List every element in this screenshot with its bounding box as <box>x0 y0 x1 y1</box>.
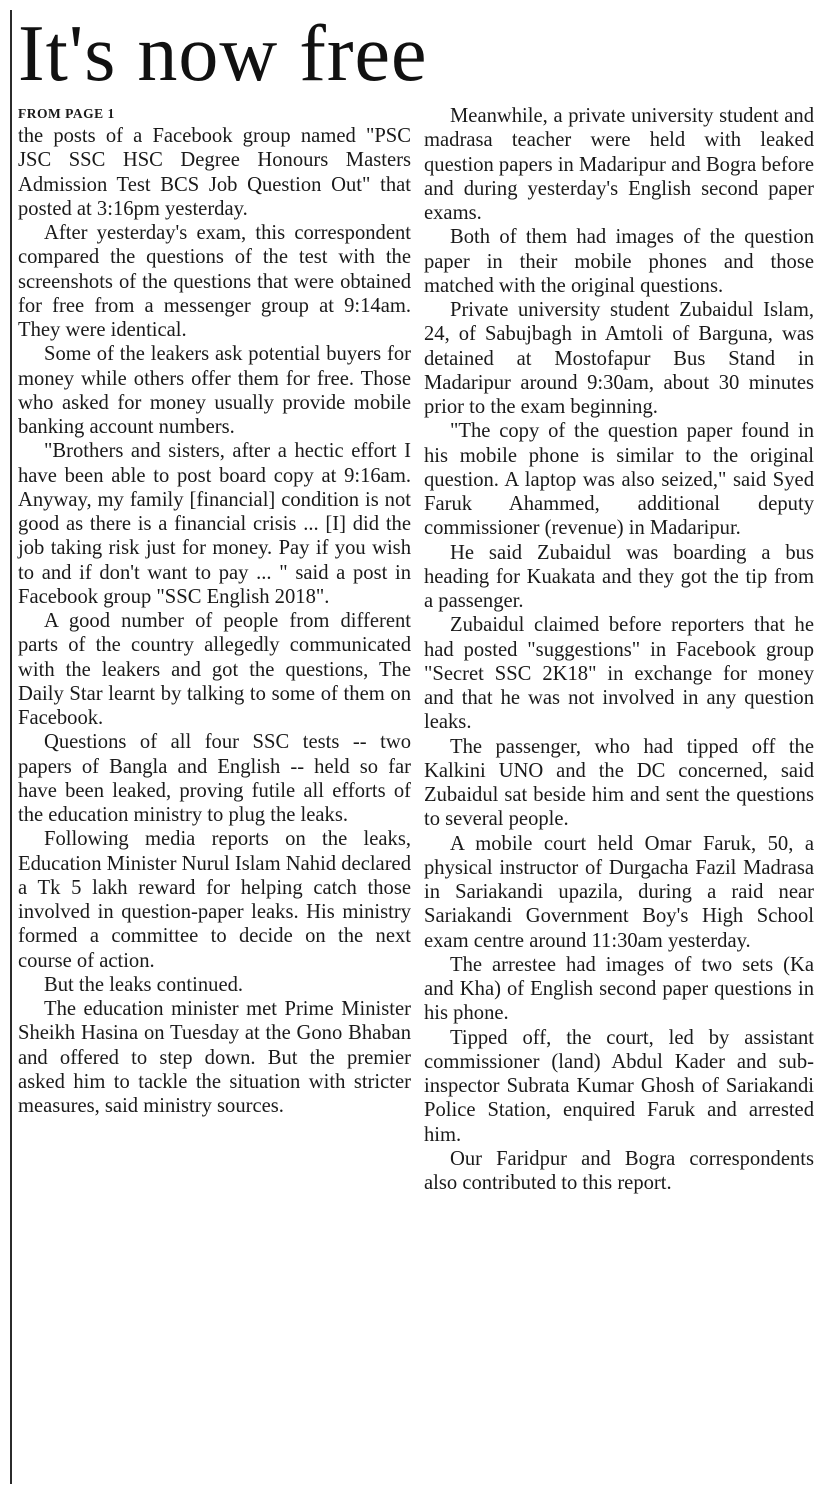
article-column-right <box>424 104 814 1195</box>
paragraph: Tipped off, the court, led by assistant commissioner (land) Abdul Kader and sub-inspector Subrata Kumar Ghosh of Sariakandi Police Station, enquired Faruk and arrested him. <box>424 1026 814 1146</box>
headline: It's now free <box>18 10 428 98</box>
paragraph: The arrestee had images of two sets (Ka and Kha) of English second paper questions in his phone. <box>424 953 814 1025</box>
paragraph: The passenger, who had tipped off the Kalkini UNO and the DC concerned, said Zubaidul sat beside him and sent the questions to several people. <box>424 735 814 831</box>
paragraph: Following media reports on the leaks, Education Minister Nurul Islam Nahid declared a Tk 5 lakh reward for helping catch those involved in question-paper leaks. His ministry formed a committee to decide on the next course of action. <box>18 828 411 972</box>
paragraph: Some of the leakers ask potential buyers for money while others offer them for free. Those who asked for money usually provide mobile banking account numbers. <box>18 343 411 438</box>
article-column-left <box>18 104 411 1118</box>
paragraph: Questions of all four SSC tests -- two papers of Bangla and English -- held so far have been leaked, proving futile all efforts of the education ministry to plug the leaks. <box>18 731 411 826</box>
paragraph: Private university student Zubaidul Islam, 24, of Sabujbagh in Amtoli of Barguna, was detained at Mostofapur Bus Stand in Madaripur around 9:30am, about 30 minutes prior to the exam beginning. <box>424 299 814 418</box>
paragraph: "Brothers and sisters, after a hectic effort I have been able to post board copy at 9:16am. Anyway, my family [financial] condition is not good as there is a financial crisis ... [I] did the job taking risk just for money. Pay if you wish to and if don't want to pay ... " said a post in Facebook group "SSC English 2018". <box>18 440 411 608</box>
paragraph: Meanwhile, a private university student and madrasa teacher were held with leaked question papers in Madaripur and Bogra before and during yesterday's English second paper exams. <box>424 105 815 224</box>
paragraph: Our Faridpur and Bogra correspondents also contributed to this report. <box>424 1147 814 1194</box>
paragraph: "The copy of the question paper found in his mobile phone is similar to the original question. A laptop was also seized," said Syed Faruk Ahammed, additional deputy commissioner (revenue) in Madaripur. <box>424 420 814 540</box>
paragraph: A good number of people from different parts of the country allegedly communicated with the leakers and got the questions, The Daily Star learnt by talking to some of them on Facebook. <box>18 610 411 729</box>
paragraph: Both of them had images of the question paper in their mobile phones and those matched with the original questions. <box>424 226 814 297</box>
paragraph: After yesterday's exam, this correspondent compared the questions of the test with the screenshots of the questions that were obtained for free from a messenger group at 9:14am. They were identical. <box>18 222 411 341</box>
paragraph: A mobile court held Omar Faruk, 50, a physical instructor of Durgacha Fazil Madrasa in Sariakandi upazila, during a raid near Sariakandi Government Boy's High School exam centre around 11:30am yesterday. <box>424 832 814 952</box>
paragraph: Zubaidul claimed before reporters that he had posted "suggestions" in Facebook group "Secret SSC 2K18" in exchange for money and that he was not involved in any question leaks. <box>424 614 814 734</box>
paragraph: But the leaks continued. <box>44 973 244 996</box>
paragraph: He said Zubaidul was boarding a bus heading for Kuakata and they got the tip from a passenger. <box>424 541 814 612</box>
paragraph: the posts of a Facebook group named "PSC JSC SSC HSC Degree Honours Masters Admission Test BCS Job Question Out" that posted at 3:16pm yesterday. <box>18 125 411 220</box>
left-column-rule <box>10 10 12 1484</box>
paragraph: The education minister met Prime Minister Sheikh Hasina on Tuesday at the Gono Bhaban and offered to step down. But the premier asked him to tackle the situation with stricter measures, said ministry sources. <box>18 998 411 1117</box>
continuation-kicker: FROM PAGE 1 <box>18 106 115 121</box>
